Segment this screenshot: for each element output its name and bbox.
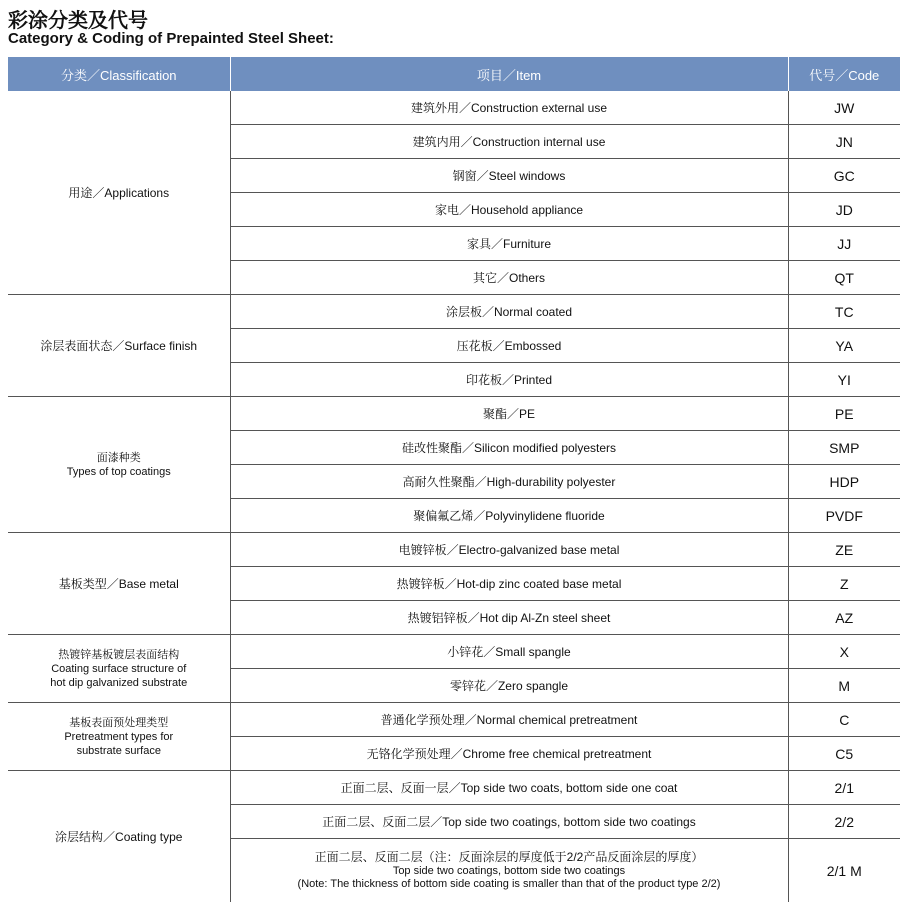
code-cell: YI [788,363,900,397]
code-cell: C5 [788,737,900,771]
item-cell: 正面二层、反面一层／Top side two coats, bottom side one coat [230,771,788,805]
item-cell: 家电／Household appliance [230,193,788,227]
item-cell: 正面二层、反面二层／Top side two coatings, bottom side two coatings [230,805,788,839]
item-cell: 家具／Furniture [230,227,788,261]
classification-coating-type: 涂层结构／Coating type [8,771,230,902]
page-title-en: Category & Coding of Prepainted Steel Sheet: [8,30,334,47]
table-header-row [8,57,900,91]
item-cell [230,839,788,902]
header-classification: 分类／Classification [8,57,230,91]
item-cell: 零锌花／Zero spangle [230,669,788,703]
item-cell: 热镀铝锌板／Hot dip Al-Zn steel sheet [230,601,788,635]
item-cell: 涂层板／Normal coated [230,295,788,329]
classification-en-line1: Coating surface structure of [8,662,230,676]
code-cell: ZE [788,533,900,567]
classification-base-metal: 基板类型／Base metal [8,533,230,635]
code-cell: TC [788,295,900,329]
code-cell: SMP [788,431,900,465]
item-cell: 普通化学预处理／Normal chemical pretreatment [230,703,788,737]
code-cell: PVDF [788,499,900,533]
item-cell: 硅改性聚酯／Silicon modified polyesters [230,431,788,465]
item-cell: 小锌花／Small spangle [230,635,788,669]
code-cell: HDP [788,465,900,499]
item-cell: 热镀锌板／Hot-dip zinc coated base metal [230,567,788,601]
code-cell: YA [788,329,900,363]
item-en-line2: (Note: The thickness of bottom side coating is smaller than that of the product type 2/2) [231,878,788,891]
item-en-line1: Top side two coatings, bottom side two coatings [231,865,788,878]
header-code: 代号／Code [788,57,900,91]
classification-en-line2: hot dip galvanized substrate [8,676,230,690]
table-row [8,703,900,737]
classification-en-line1: Pretreatment types for [8,730,230,744]
item-cell: 压花板／Embossed [230,329,788,363]
table-row [8,635,900,669]
code-cell: PE [788,397,900,431]
item-cell: 高耐久性聚酯／High-durability polyester [230,465,788,499]
classification-en: Types of top coatings [8,465,230,479]
code-cell: 2/2 [788,805,900,839]
code-cell: JD [788,193,900,227]
code-cell: Z [788,567,900,601]
code-cell: C [788,703,900,737]
classification-cn: 热镀锌基板镀层表面结构 [8,648,230,662]
code-cell: M [788,669,900,703]
classification-cn: 面漆种类 [8,451,230,465]
item-cell: 钢窗／Steel windows [230,159,788,193]
classification-surface-finish: 涂层表面状态／Surface finish [8,295,230,397]
category-coding-table [8,57,900,902]
table-row [8,771,900,805]
item-cell: 印花板／Printed [230,363,788,397]
item-cell: 电镀锌板／Electro-galvanized base metal [230,533,788,567]
item-cell: 建筑外用／Construction external use [230,91,788,125]
item-cell: 聚偏氟乙烯／Polyvinylidene fluoride [230,499,788,533]
item-cell: 聚酯／PE [230,397,788,431]
page-title-cn: 彩涂分类及代号 [8,4,148,33]
header-item: 项目／Item [230,57,788,91]
code-cell: 2/1 [788,771,900,805]
item-cn: 正面二层、反面二层（注：反面涂层的厚度低于2/2产品反面涂层的厚度） [231,850,788,865]
classification-spangle [8,635,230,703]
table-row [8,397,900,431]
classification-en-line2: substrate surface [8,744,230,758]
code-cell: QT [788,261,900,295]
classification-cn: 基板表面预处理类型 [8,716,230,730]
item-cell: 其它／Others [230,261,788,295]
table-row [8,91,900,125]
code-cell: JJ [788,227,900,261]
code-cell: JW [788,91,900,125]
code-cell: 2/1 M [788,839,900,902]
classification-top-coatings [8,397,230,533]
code-cell: GC [788,159,900,193]
item-cell: 建筑内用／Construction internal use [230,125,788,159]
classification-pretreatment [8,703,230,771]
classification-applications: 用途／Applications [8,91,230,295]
code-cell: X [788,635,900,669]
item-cell: 无铬化学预处理／Chrome free chemical pretreatment [230,737,788,771]
table-row [8,295,900,329]
table-row [8,533,900,567]
code-cell: AZ [788,601,900,635]
code-cell: JN [788,125,900,159]
